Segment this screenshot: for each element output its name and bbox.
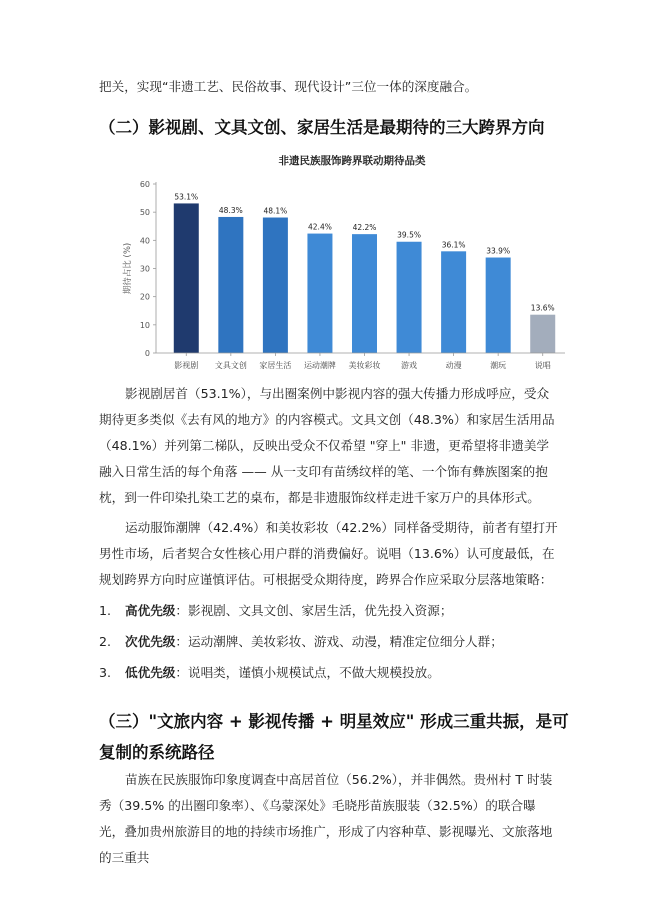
y-tick-label: 20 [139, 292, 150, 302]
chart-title: 非遗民族服饰跨界联动期待品类 [278, 155, 426, 167]
x-tick-label: 影视剧 [174, 361, 199, 370]
list-label: 次优先级 [125, 634, 176, 649]
y-tick-label: 10 [139, 320, 150, 330]
x-tick-label: 文具文创 [214, 361, 247, 370]
y-tick-label: 60 [139, 180, 150, 189]
bar-value-label: 48.1% [263, 206, 288, 216]
y-tick-label: 40 [139, 236, 150, 246]
y-tick-label: 50 [139, 208, 150, 218]
bar-8 [486, 258, 511, 353]
intro-paragraph: 把关，实现“非遗工艺、民俗故事、现代设计”三位一体的深度融合。 [99, 79, 478, 94]
list-item [99, 660, 569, 686]
bar-value-label: 13.6% [530, 303, 555, 313]
x-tick-label: 潮玩 [490, 361, 507, 370]
y-tick-label: 0 [144, 349, 150, 358]
bar-6 [397, 242, 422, 353]
list-text: ：说唱类，谨慎小规模试点，不做大规模投放。 [175, 665, 440, 680]
analysis-paragraph-1-text: 影视剧居首（53.1%），与出圈案例中影视内容的强大传播力形成呼应，受众期待更多类似《去有风的地方》的内容模式。文具文创（48.3%）和家居生活用品（48.1%）并列第二梯队，反映出受众不仅希望 "穿上" 非遗，更希望将非遗美学融入日常生活的每个角落 —— 从一支印有苗绣纹样的笔、一个饰有彝族图案的抱枕，到一件印染扎染工艺的桌布，都是非遗服饰纹样走进千家万户的具体形式。 [99, 386, 555, 505]
bar-value-label: 42.4% [308, 222, 332, 232]
bar-value-label: 42.2% [352, 223, 377, 233]
x-tick-label: 说唱 [534, 361, 551, 370]
x-tick-label: 运动潮牌 [303, 361, 336, 370]
x-axis [156, 353, 565, 370]
y-axis [140, 180, 156, 358]
bar-chart [120, 150, 570, 372]
analysis-paragraph-2-text: 运动服饰潮牌（42.4%）和美妆彩妆（42.2%）同样备受期待，前者有望打开男性市场，后者契合女性核心用户群的消费偏好。说唱（13.6%）认可度最低，在规划跨界方向时应谨慎评估。可根据受众期待度，跨界合作应采取分层落地策略： [99, 520, 558, 587]
list-number: 3. [99, 665, 112, 680]
bars [174, 192, 555, 353]
list-label: 低优先级 [125, 665, 176, 680]
section-3-paragraph [99, 767, 559, 871]
list-item [99, 629, 569, 655]
analysis-paragraph-1 [99, 381, 559, 511]
list-label: 高优先级 [125, 603, 176, 618]
list-number: 1. [99, 603, 112, 618]
section-3-paragraph-text: 苗族在民族服饰印象度调查中高居首位（56.2%），并非偶然。贵州村 T 时装秀（39.5% 的出圈印象率）、《乌蒙深处》毛晓彤苗族服装（32.5%）的联合曝光，叠加贵州旅游目的地的持续市场推广，形成了内容种草、影视曝光、文旅落地的三重共 [99, 772, 553, 865]
bar-5 [352, 234, 377, 353]
x-tick-label: 动漫 [445, 361, 462, 370]
bar-value-label: 33.9% [486, 246, 511, 256]
bar-value-label: 53.1% [174, 192, 199, 202]
list-text: ：运动潮牌、美妆彩妆、游戏、动漫，精准定位细分人群； [175, 634, 503, 649]
bar-1 [174, 203, 199, 353]
y-axis-label: 期待占比 (%) [123, 242, 133, 295]
bar-4 [307, 234, 332, 353]
bar-value-label: 36.1% [441, 240, 466, 250]
section-2-heading: （二）影视剧、文具文创、家居生活是最期待的三大跨界方向 [99, 118, 545, 137]
list-item [99, 598, 569, 624]
bar-9 [530, 315, 555, 353]
x-tick-label: 家居生活 [259, 361, 292, 370]
bar-2 [218, 217, 243, 353]
bar-value-label: 48.3% [218, 205, 243, 215]
section-3-heading: （三）"文旅内容 + 影视传播 + 明星效应" 形成三重共振，是可复制的系统路径 [99, 712, 569, 762]
bar-3 [263, 218, 288, 353]
list-text: ：影视剧、文具文创、家居生活，优先投入资源； [175, 603, 453, 618]
analysis-paragraph-2 [99, 515, 559, 593]
x-tick-label: 游戏 [401, 361, 418, 370]
bar-value-label: 39.5% [397, 230, 421, 240]
bar-7 [441, 251, 466, 353]
x-tick-label: 美妆彩妆 [348, 361, 381, 370]
list-number: 2. [99, 634, 112, 649]
y-tick-label: 30 [139, 264, 150, 274]
